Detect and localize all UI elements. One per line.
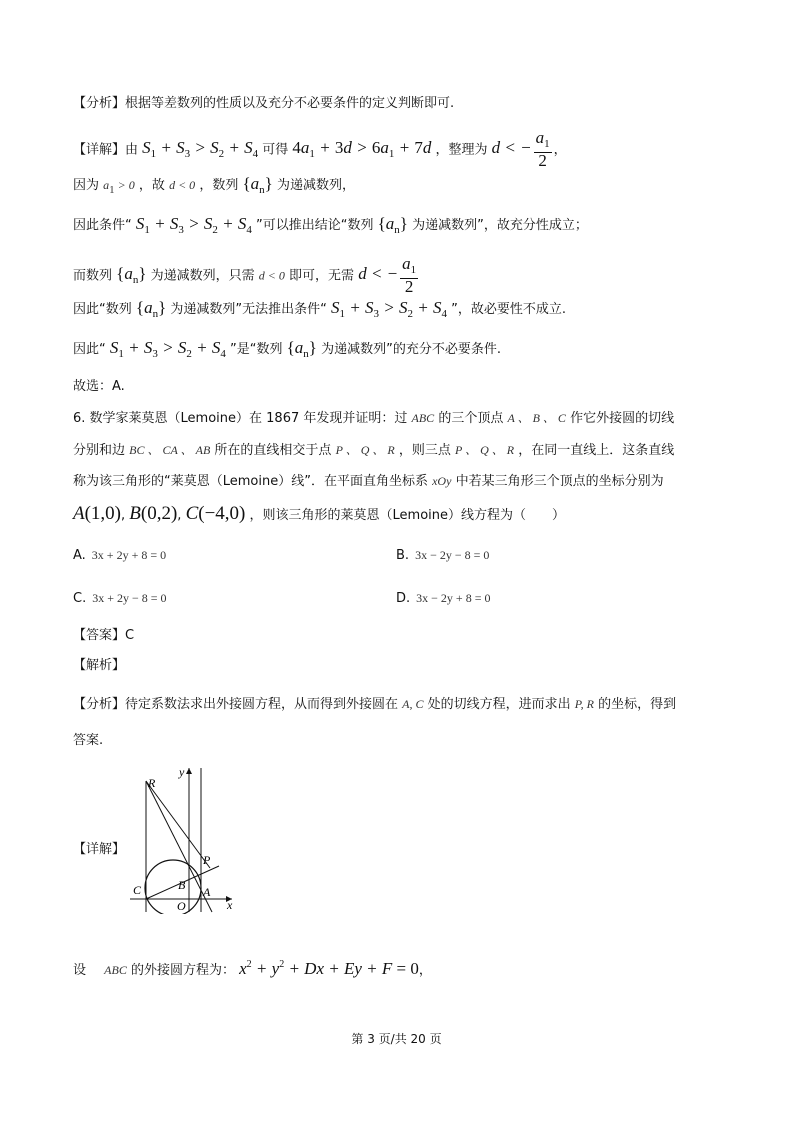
analysis-text: 【分析】根据等差数列的性质以及充分不必要条件的定义判断即可.: [73, 96, 455, 111]
q6-line1: [73, 408, 674, 429]
line4-a: 因此条件“: [73, 218, 132, 233]
line-4: [73, 214, 588, 240]
option-c-eq: 3x + 2y − 8 = 0: [92, 591, 167, 605]
condition-s: $S_1 + S_3 > S_2 + S_4$: [109, 338, 226, 360]
detail-mid2: ，整理为: [435, 142, 488, 158]
option-d-label: D.: [396, 591, 411, 606]
analysis2-a: 【分析】待定系数法求出外接圆方程，从而得到外接圆在: [73, 697, 399, 712]
option-c[interactable]: [73, 591, 167, 606]
analysis2-line2: [73, 731, 103, 751]
seq-an: $\{a_n\}$: [377, 214, 408, 236]
label-b: B: [178, 878, 186, 892]
setup-abc: ABC: [104, 963, 127, 977]
detail2-text: 【详解】: [73, 842, 126, 857]
d-negative: d < 0: [258, 268, 285, 283]
coord-system: xOy: [432, 474, 452, 488]
q6-l4: ，则该三角形的莱莫恩（Lemoine）线方程为（ ）: [249, 508, 565, 523]
q6-line4: A(1,0), B(0,2), C(−4,0) ，则该三角形的莱莫恩（Lemoine）线方程为（ ）: [73, 503, 565, 524]
analysis2-c: 的坐标，得到: [598, 697, 677, 712]
option-b[interactable]: [396, 548, 489, 563]
answer-line: [73, 626, 134, 646]
detail2-label: [73, 840, 125, 860]
condition-s: $S_1 + S_3 > S_2 + S_4$: [331, 298, 447, 320]
line4-b: ”可以推出结论“数列: [255, 218, 374, 233]
lemoine-figure: [124, 764, 240, 914]
line7-b: ”是“数列: [229, 342, 283, 357]
q6-l1a: 6. 数学家莱莫恩（Lemoine）在 1867 年发现并证明：过: [73, 411, 408, 426]
q6-l2a: 分别和边: [73, 443, 126, 458]
option-a[interactable]: [73, 548, 166, 563]
label-c: C: [133, 883, 142, 897]
line3-c: ，数列: [199, 178, 239, 193]
triangle-abc: ABC: [411, 411, 435, 425]
inequality-d: d < − $\frac{a_1}{2}$: [358, 254, 417, 296]
line7-a: 因此“: [73, 342, 106, 357]
q6-l3b: 中若某三角形三个顶点的坐标分别为: [455, 474, 664, 489]
label-x: x: [227, 898, 233, 912]
jiexi-line: [73, 656, 125, 676]
points-pqr: P 、 Q 、 R: [335, 443, 395, 457]
line-7: [73, 338, 501, 364]
line6-c: ”，故必要性不成立.: [451, 302, 566, 317]
condition-s: $S_1 + S_3 > S_2 + S_4$: [135, 214, 252, 236]
detail-end: ，: [553, 142, 567, 158]
option-d[interactable]: [396, 591, 490, 606]
option-c-label: C.: [73, 591, 87, 606]
line-5: [73, 256, 420, 295]
setup-c: 的外接圆方程为：: [130, 963, 235, 978]
q6-l2c: ，则三点: [398, 443, 451, 458]
analysis2-b: 处的切线方程，进而求出: [427, 697, 571, 712]
inequality-s: $S_1 + S_3 > S_2 + S_4$: [142, 138, 259, 161]
point-c: C(−4,0): [185, 503, 246, 524]
analysis-line: [73, 94, 454, 114]
line-rp: [146, 781, 210, 868]
jiexi-text: 【解析】: [73, 658, 126, 673]
option-a-eq: 3x + 2y + 8 = 0: [91, 548, 167, 562]
line5-b: 为递减数列，只需: [150, 268, 255, 284]
line5-c: 即可，无需: [289, 268, 355, 284]
line6-a: 因此“数列: [73, 302, 132, 317]
q6-line2: [73, 440, 674, 461]
page-footer: 第 3 页/共 20 页: [351, 1032, 442, 1046]
points-pr: P, R: [574, 697, 594, 711]
seq-an: $\{a_n\}$: [242, 174, 273, 196]
choose-line: [73, 377, 125, 397]
line4-c: 为递减数列”，故充分性成立；: [412, 218, 588, 233]
option-b-eq: 3x − 2y − 8 = 0: [415, 548, 490, 562]
setup-a: 设: [73, 963, 87, 978]
option-a-label: A.: [73, 548, 86, 563]
option-b-label: B.: [396, 548, 410, 563]
label-o: O: [177, 899, 186, 913]
choose-text: 故选：A.: [73, 379, 125, 394]
a1-positive: a1 > 0: [103, 178, 135, 196]
answer-text: 【答案】C: [73, 628, 135, 643]
y-axis-arrow-icon: [186, 768, 192, 774]
sides: BC 、 CA 、 AB: [129, 443, 211, 457]
line6-b: 为递减数列”无法推出条件“: [170, 302, 327, 317]
d-negative: d < 0: [169, 178, 196, 192]
analysis2-line1: [73, 694, 676, 715]
label-p: P: [203, 853, 211, 867]
detail-line: [73, 130, 567, 169]
q6-l2b: 所在的直线相交于点: [214, 443, 332, 458]
inequality-d: d < − $\frac{a_1}{2}$: [491, 128, 550, 170]
detail-mid: 可得: [262, 142, 289, 158]
vertices: A 、 B 、 C: [507, 411, 566, 425]
q6-l2d: ，在同一直线上．这条直线: [518, 443, 675, 458]
seq-an: $\{a_n\}$: [286, 338, 317, 360]
setup-line: 设 ABC 的外接圆方程为： $x^2 + y^2 + Dx + Ey + F = 0$，: [73, 959, 432, 978]
points-ac: A, C: [402, 697, 424, 711]
line-6: [73, 298, 566, 324]
line5-a: 而数列: [73, 268, 113, 284]
circle-equation: $x^2 + y^2 + Dx + Ey + F = 0$: [239, 959, 419, 978]
q6-line3: [73, 471, 664, 492]
q6-l1b: 的三个顶点: [438, 411, 504, 426]
label-a: A: [203, 885, 211, 899]
label-y: y: [179, 765, 185, 779]
point-a: A(1,0): [73, 503, 122, 524]
line3-d: 为递减数列，: [276, 178, 355, 193]
seq-an: $\{a_n\}$: [116, 264, 147, 287]
points-pqr-2: P 、 Q 、 R: [455, 443, 515, 457]
analysis2-d: 答案.: [73, 733, 104, 748]
line3-a: 因为: [73, 178, 100, 193]
line-3: [73, 174, 355, 200]
line3-b: ，故: [138, 178, 165, 193]
detail-prefix: 【详解】由: [73, 142, 139, 158]
label-r: R: [148, 776, 156, 790]
point-b: B(0,2): [129, 503, 178, 524]
q6-l3a: 称为该三角形的“莱莫恩（Lemoine）线”．在平面直角坐标系: [73, 474, 428, 489]
seq-an: $\{a_n\}$: [135, 298, 167, 320]
q6-l1c: 作它外接圆的切线: [570, 411, 675, 426]
option-d-eq: 3x − 2y + 8 = 0: [416, 591, 491, 605]
line7-c: 为递减数列”的充分不必要条件.: [321, 342, 501, 357]
inequality-a: $4a_1 + 3d > 6a_1 + 7d$: [292, 138, 432, 161]
